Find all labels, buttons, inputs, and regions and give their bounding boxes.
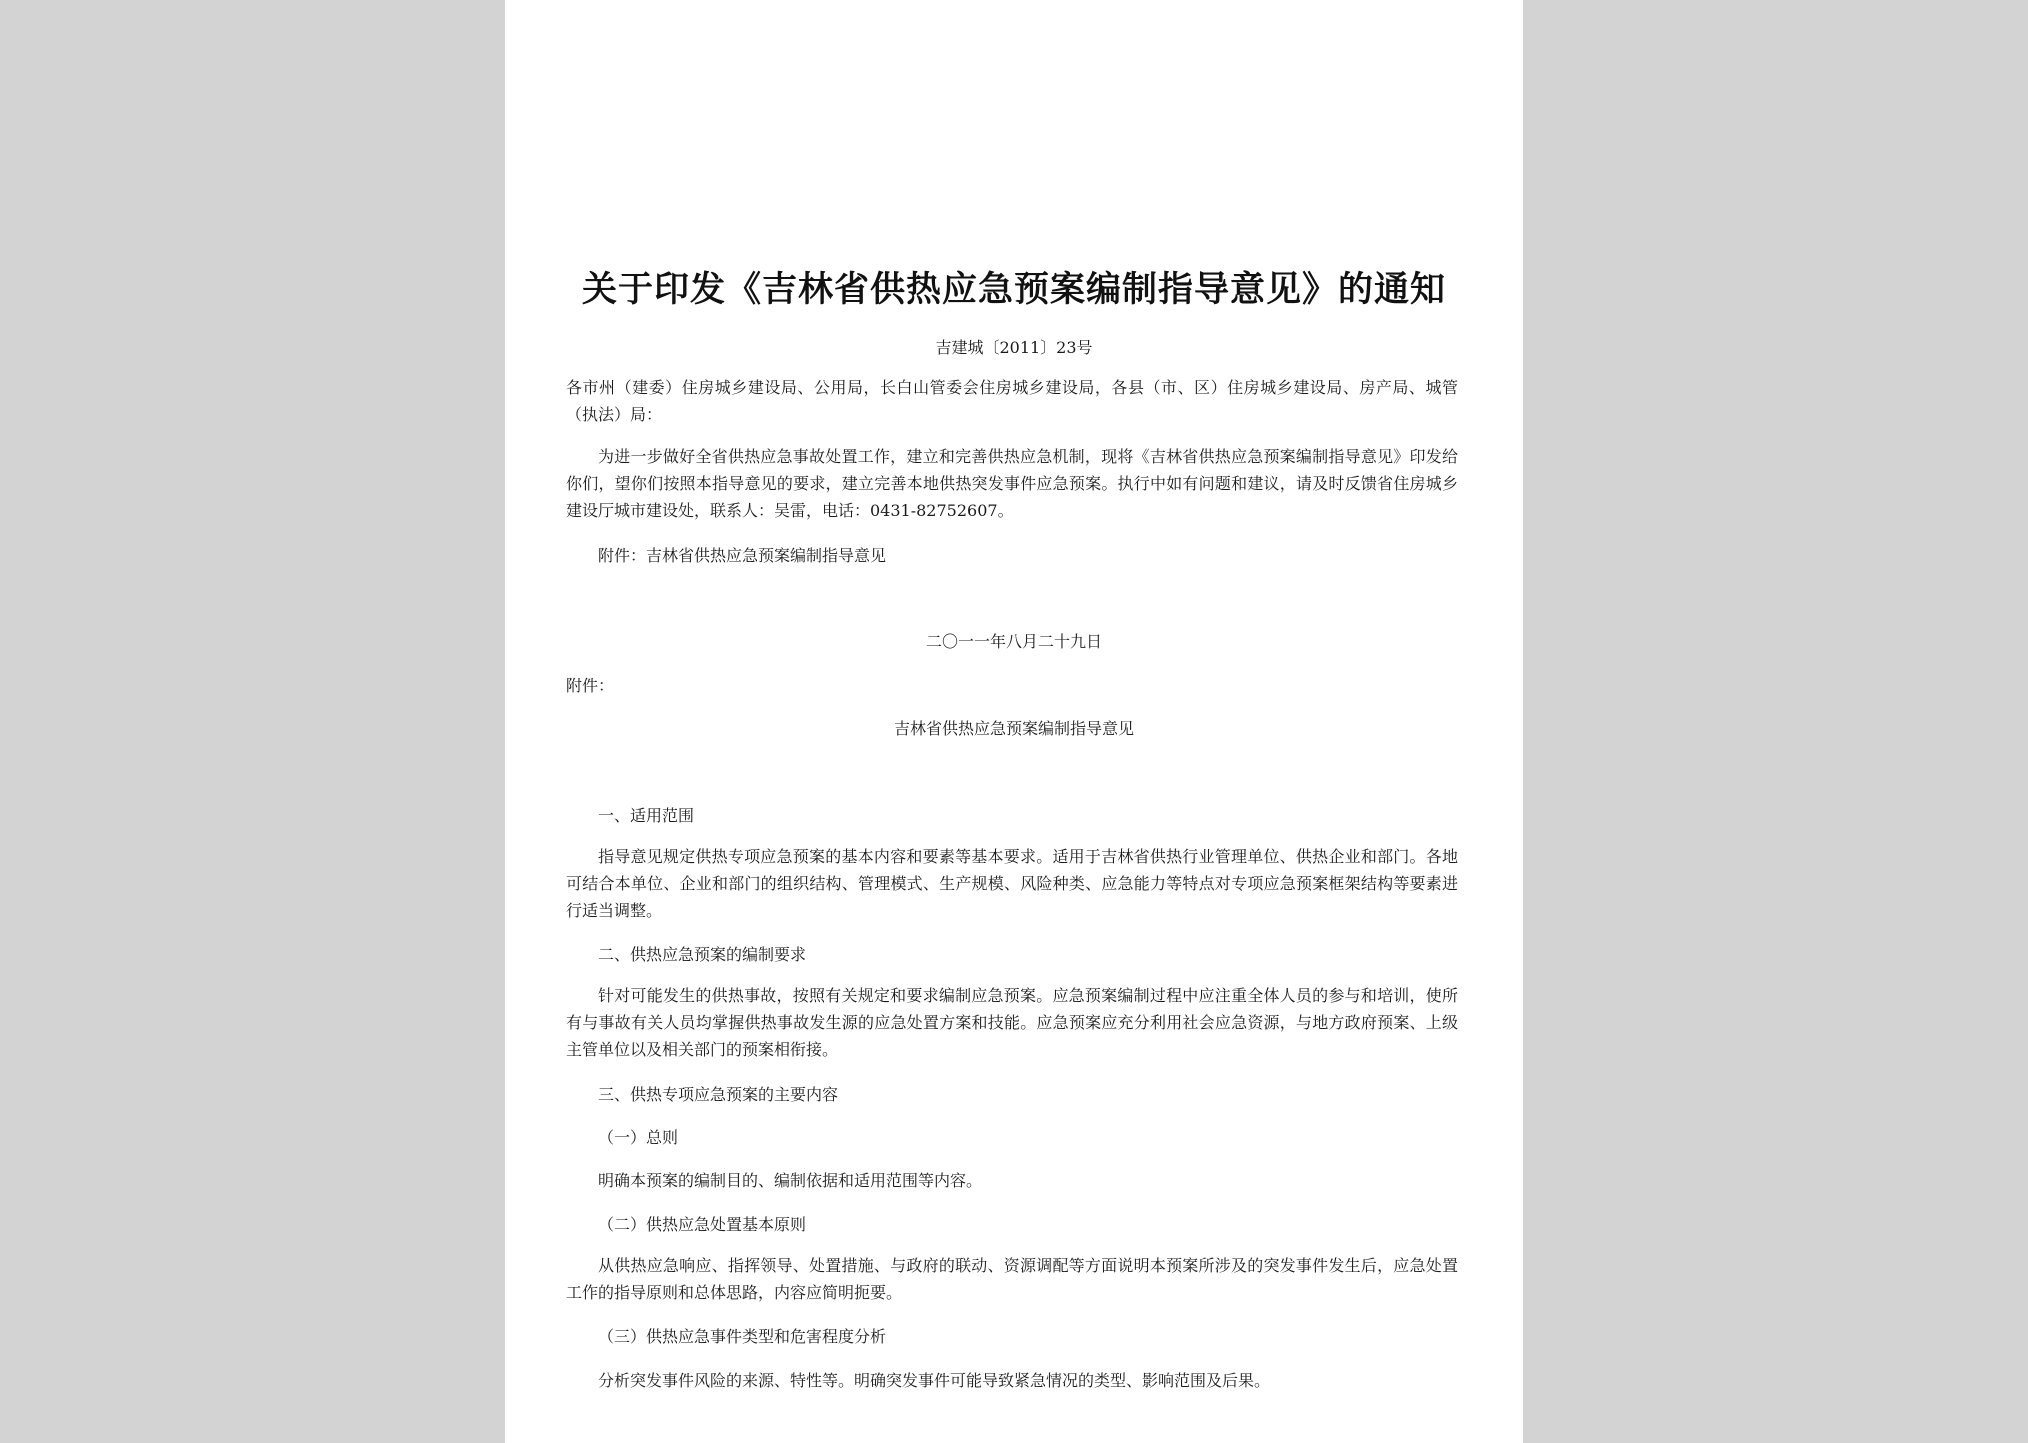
section1-paragraph: 指导意见规定供热专项应急预案的基本内容和要素等基本要求。适用于吉林省供热行业管理单位、供热企业和部门。各地可结合本单位、企业和部门的组织结构、管理模式、生产规模、风险种类、应急能力等特点对专项应急预案框架结构等要素进行适当调整。	[566, 847, 1458, 920]
section2-heading: 二、供热应急预案的编制要求	[598, 945, 807, 964]
attachment-label: 附件：	[566, 676, 615, 695]
sub1-paragraph: 明确本预案的编制目的、编制依据和适用范围等内容。	[598, 1171, 983, 1190]
document-date: 二〇一一年八月二十九日	[925, 632, 1102, 651]
document-number: 吉建城〔2011〕23号	[935, 338, 1093, 357]
attachment-note: 附件：吉林省供热应急预案编制指导意见	[598, 546, 887, 565]
sub1-heading: （一）总则	[598, 1128, 679, 1147]
section2-paragraph: 针对可能发生的供热事故，按照有关规定和要求编制应急预案。应急预案编制过程中应注重全体人员的参与和培训，使所有与事故有关人员均掌握供热事故发生源的应急处置方案和技能。应急预案应充分利用社会应急资源，与地方政府预案、上级主管单位以及相关部门的预案相衔接。	[566, 986, 1458, 1059]
document-page	[505, 0, 1523, 1443]
recipients-paragraph: 各市州（建委）住房城乡建设局、公用局，长白山管委会住房城乡建设局，各县（市、区）住房城乡建设局、房产局、城管（执法）局：	[566, 378, 1458, 424]
section3-heading: 三、供热专项应急预案的主要内容	[598, 1085, 839, 1104]
sub3-heading: （三）供热应急事件类型和危害程度分析	[598, 1327, 887, 1346]
section1-heading: 一、适用范围	[598, 806, 695, 825]
sub2-heading: （二）供热应急处置基本原则	[598, 1215, 807, 1234]
document-title: 关于印发《吉林省供热应急预案编制指导意见》的通知	[581, 269, 1446, 310]
sub2-paragraph: 从供热应急响应、指挥领导、处置措施、与政府的联动、资源调配等方面说明本预案所涉及的突发事件发生后，应急处置工作的指导原则和总体思路，内容应简明扼要。	[566, 1256, 1458, 1302]
sub3-paragraph: 分析突发事件风险的来源、特性等。明确突发事件可能导致紧急情况的类型、影响范围及后果。	[598, 1371, 1271, 1390]
attachment-title: 吉林省供热应急预案编制指导意见	[893, 719, 1134, 738]
intro-paragraph: 为进一步做好全省供热应急事故处置工作，建立和完善供热应急机制，现将《吉林省供热应急预案编制指导意见》印发给你们，望你们按照本指导意见的要求，建立完善本地供热突发事件应急预案。执行中如有问题和建议，请及时反馈省住房城乡建设厅城市建设处，联系人：吴雷，电话：0431-82752607。	[566, 447, 1458, 520]
